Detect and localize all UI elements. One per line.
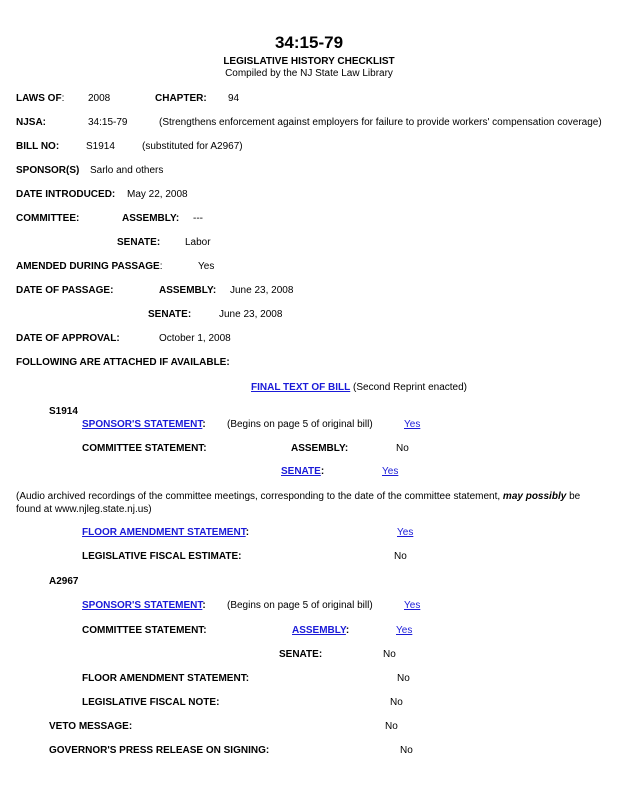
laws-of-label: LAWS OF xyxy=(16,93,62,104)
a2967-committee-assembly-colon: : xyxy=(345,625,350,636)
final-text-link[interactable]: FINAL TEXT OF BILL xyxy=(251,382,351,393)
passage-label: DATE OF PASSAGE: xyxy=(16,285,114,296)
compiled-by: Compiled by the NJ State Law Library xyxy=(225,68,393,79)
date-introduced-label: DATE INTRODUCED: xyxy=(16,189,116,200)
laws-of-row xyxy=(16,93,64,104)
passage-senate-label: SENATE: xyxy=(148,309,192,320)
passage-assembly-value: June 23, 2008 xyxy=(230,285,294,296)
s1914-committee-senate-yes-link[interactable]: Yes xyxy=(382,466,399,477)
a2967-sponsor-statement-row xyxy=(82,600,206,611)
passage-senate-value: June 23, 2008 xyxy=(219,309,283,320)
s1914-fiscal-estimate-value: No xyxy=(394,551,407,562)
final-text-row xyxy=(251,382,467,393)
final-text-note: (Second Reprint enacted) xyxy=(353,382,468,393)
s1914-floor-amendment-yes-link[interactable]: Yes xyxy=(397,527,414,538)
a2967-floor-amendment-value: No xyxy=(397,673,410,684)
press-release-value: No xyxy=(400,745,413,756)
committee-label: COMMITTEE: xyxy=(16,213,80,224)
laws-of-colon: : xyxy=(61,93,65,104)
s1914-heading: S1914 xyxy=(49,406,78,417)
approval-value: October 1, 2008 xyxy=(159,333,231,344)
chapter-label: CHAPTER: xyxy=(155,93,207,104)
a2967-fiscal-note-value: No xyxy=(390,697,403,708)
veto-label: VETO MESSAGE: xyxy=(49,721,133,732)
a2967-committee-senate-value: No xyxy=(383,649,396,660)
chapter-value: 94 xyxy=(228,93,240,104)
audio-note-emphasis: may possibly xyxy=(502,491,567,502)
a2967-committee-assembly-yes-link[interactable]: Yes xyxy=(396,625,413,636)
s1914-sponsor-statement-colon: : xyxy=(202,419,206,430)
a2967-sponsor-statement-colon: : xyxy=(202,600,206,611)
s1914-sponsor-statement-note: (Begins on page 5 of original bill) xyxy=(227,419,373,430)
bill-no-label: BILL NO: xyxy=(16,141,60,152)
bill-no-value: S1914 xyxy=(86,141,115,152)
a2967-sponsor-statement-link[interactable]: SPONSOR'S STATEMENT xyxy=(82,600,203,611)
njsa-label: NJSA: xyxy=(16,117,47,128)
njsa-description: (Strengthens enforcement against employers for failure to provide workers' compensation coverage) xyxy=(159,117,602,128)
s1914-committee-assembly-value: No xyxy=(396,443,409,454)
amended-colon: : xyxy=(159,261,163,272)
approval-label: DATE OF APPROVAL: xyxy=(16,333,120,344)
s1914-floor-amendment-row xyxy=(82,527,249,538)
amended-row xyxy=(16,261,163,272)
committee-assembly-label: ASSEMBLY: xyxy=(122,213,180,224)
committee-senate-label: SENATE: xyxy=(117,237,161,248)
passage-assembly-label: ASSEMBLY: xyxy=(159,285,217,296)
audio-note xyxy=(16,490,606,516)
a2967-sponsor-statement-note: (Begins on page 5 of original bill) xyxy=(227,600,373,611)
s1914-floor-amendment-link[interactable]: FLOOR AMENDMENT STATEMENT xyxy=(82,527,246,538)
a2967-heading: A2967 xyxy=(49,576,79,587)
s1914-committee-statement-label: COMMITTEE STATEMENT: xyxy=(82,443,207,454)
checklist-subtitle: LEGISLATIVE HISTORY CHECKLIST xyxy=(223,56,395,67)
bill-no-note: (substituted for A2967) xyxy=(142,141,243,152)
njsa-value: 34:15-79 xyxy=(88,117,128,128)
a2967-fiscal-note-label: LEGISLATIVE FISCAL NOTE: xyxy=(82,697,220,708)
attached-heading: FOLLOWING ARE ATTACHED IF AVAILABLE: xyxy=(16,357,230,368)
a2967-committee-assembly-row xyxy=(292,625,349,636)
laws-of-value: 2008 xyxy=(88,93,111,104)
a2967-committee-assembly-link[interactable]: ASSEMBLY xyxy=(292,625,346,636)
s1914-committee-senate-colon: : xyxy=(320,466,325,477)
s1914-floor-amendment-colon: : xyxy=(245,527,250,538)
press-release-label: GOVERNOR'S PRESS RELEASE ON SIGNING: xyxy=(49,745,270,756)
audio-note-post: be found at www.njleg.state.nj.us) xyxy=(16,491,581,515)
committee-senate-value: Labor xyxy=(185,237,211,248)
s1914-committee-assembly-label: ASSEMBLY: xyxy=(291,443,349,454)
a2967-committee-senate-label: SENATE: xyxy=(279,649,323,660)
page-title: 34:15-79 xyxy=(274,33,344,52)
a2967-sponsor-statement-yes-link[interactable]: Yes xyxy=(404,600,421,611)
amended-label: AMENDED DURING PASSAGE xyxy=(16,261,160,272)
s1914-committee-senate-link[interactable]: SENATE xyxy=(281,466,321,477)
s1914-sponsor-statement-row xyxy=(82,419,206,430)
date-introduced-value: May 22, 2008 xyxy=(127,189,188,200)
sponsors-value: Sarlo and others xyxy=(90,165,164,176)
audio-note-pre: (Audio archived recordings of the committee meetings, corresponding to the date of the committee statement, xyxy=(16,491,501,502)
sponsors-label: SPONSOR(S) xyxy=(16,165,80,176)
a2967-floor-amendment-label: FLOOR AMENDMENT STATEMENT: xyxy=(82,673,250,684)
committee-assembly-value: --- xyxy=(193,213,203,224)
a2967-committee-statement-label: COMMITTEE STATEMENT: xyxy=(82,625,207,636)
s1914-fiscal-estimate-label: LEGISLATIVE FISCAL ESTIMATE: xyxy=(82,551,242,562)
veto-value: No xyxy=(385,721,398,732)
s1914-sponsor-statement-yes-link[interactable]: Yes xyxy=(404,419,421,430)
s1914-committee-senate-row xyxy=(281,466,324,477)
s1914-sponsor-statement-link[interactable]: SPONSOR'S STATEMENT xyxy=(82,419,203,430)
amended-value: Yes xyxy=(198,261,215,272)
